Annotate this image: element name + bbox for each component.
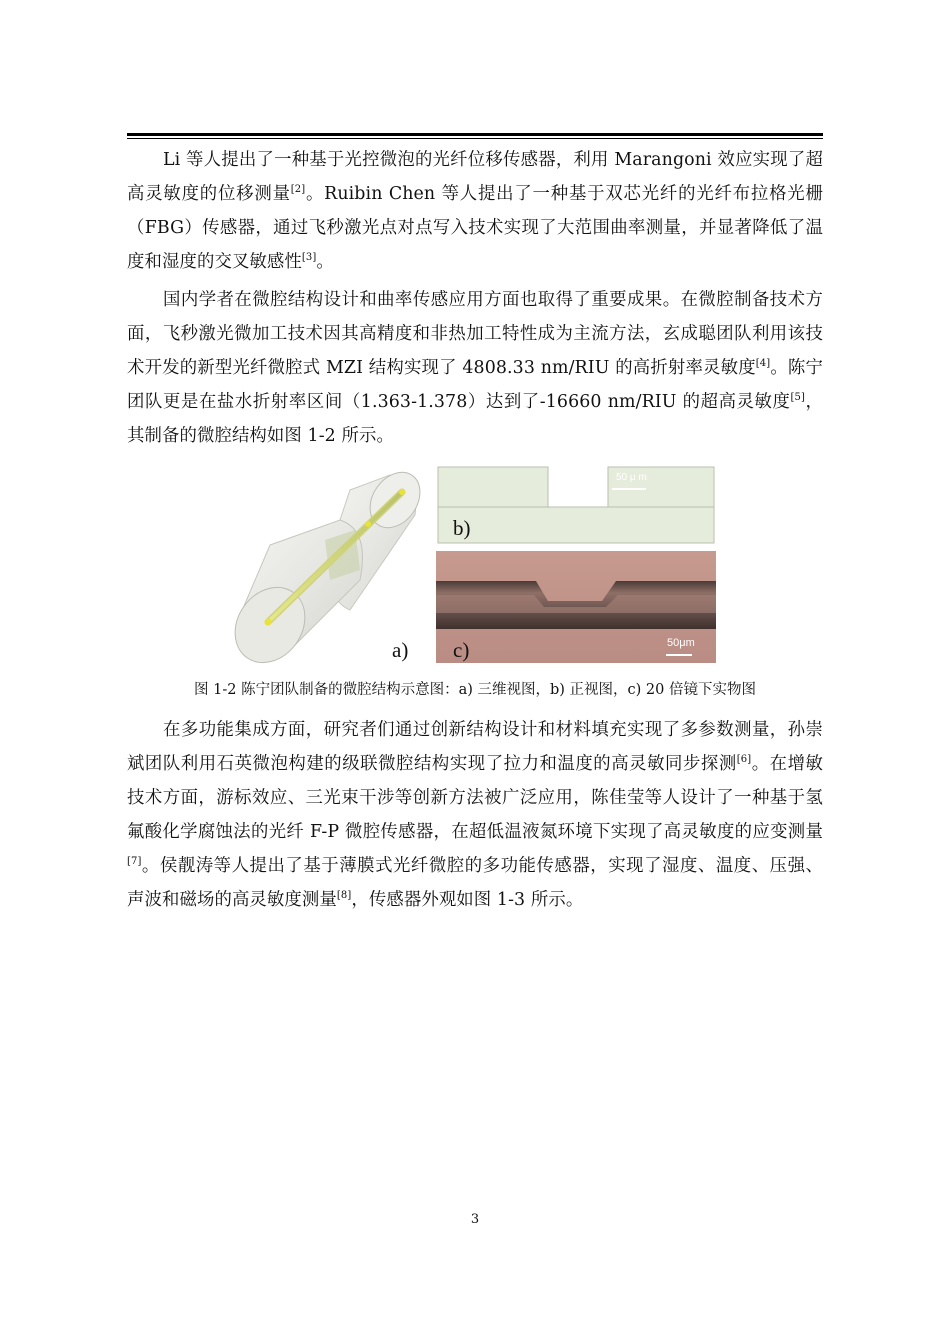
header-rule-thick (127, 133, 823, 136)
figure-panel-b-front-view (436, 465, 716, 545)
figure-caption: 图 1-2 陈宁团队制备的微腔结构示意图：a) 三维视图，b) 正视图，c) 20 倍镜下实物图 (194, 682, 756, 698)
citation-3: [3] (301, 252, 317, 264)
p1-text-b: 。Ruibin Chen 等人提出了一种基于双芯光纤的光纤布拉格光栅（FBG）传感器，通过飞秒激光点对点写入技术实现了大范围曲率测量，并显著降低了温度和湿度的交叉敏感性 (127, 184, 823, 272)
p2-text-c: ，其制备的微腔结构如图 1-2 所示。 (127, 392, 823, 446)
p1-text-a: Li 等人提出了一种基于光控微泡的光纤位移传感器，利用 Marangoni 效应实现了超高灵敏度的位移测量 (127, 150, 823, 204)
figure-label-c: c) (453, 638, 470, 662)
citation-7: [7] (127, 856, 142, 868)
figure-label-b: b) (453, 516, 471, 540)
p2-text-a: 国内学者在微腔结构设计和曲率传感应用方面也取得了重要成果。在微腔制备技术方面，飞秒激光微加工技术因其高精度和非热加工特性成为主流方法，玄成聪团队利用该技术开发的新型光纤微腔式 MZI 结构实现了 4808.33 nm/RIU 的高折射率灵敏度 (127, 290, 823, 378)
page-number: 3 (470, 1212, 480, 1227)
p3-text-b: 。在增敏技术方面，游标效应、三光束干涉等创新方法被广泛应用，陈佳莹等人设计了一种基于氢氟酸化学腐蚀法的光纤 F-P 微腔传感器，在超低温液氮环境下实现了高灵敏度的应变测量 (127, 754, 824, 842)
p1-text-c: 。 (316, 252, 334, 272)
citation-6: [6] (736, 754, 752, 766)
citation-2: [2] (290, 184, 306, 196)
p3-text-a: 在多功能集成方面，研究者们通过创新结构设计和材料填充实现了多参数测量，孙崇斌团队利用石英微泡构建的级联微腔结构实现了拉力和温度的高灵敏同步探测 (127, 720, 823, 774)
citation-4: [4] (755, 358, 771, 370)
paragraph-1 (127, 143, 823, 279)
p2-text-b: 。陈宁团队更是在盐水折射率区间（1.363-1.378）达到了-16660 nm/RIU 的超高灵敏度 (127, 358, 823, 412)
p3-text-c: 。侯靓涛等人提出了基于薄膜式光纤微腔的多功能传感器，实现了湿度、温度、压强、声波和磁场的高灵敏度测量 (127, 856, 823, 910)
p3-text-d: ，传感器外观如图 1-3 所示。 (351, 890, 584, 910)
header-rule-thin (127, 138, 823, 139)
citation-5: [5] (790, 392, 805, 404)
scale-label-c: 50μm (667, 637, 695, 649)
paragraph-2 (127, 283, 823, 453)
paragraph-3 (127, 713, 823, 917)
figure-label-a: a) (392, 638, 409, 662)
citation-8: [8] (336, 890, 352, 902)
scale-label-b: 50 μ m (616, 472, 647, 483)
